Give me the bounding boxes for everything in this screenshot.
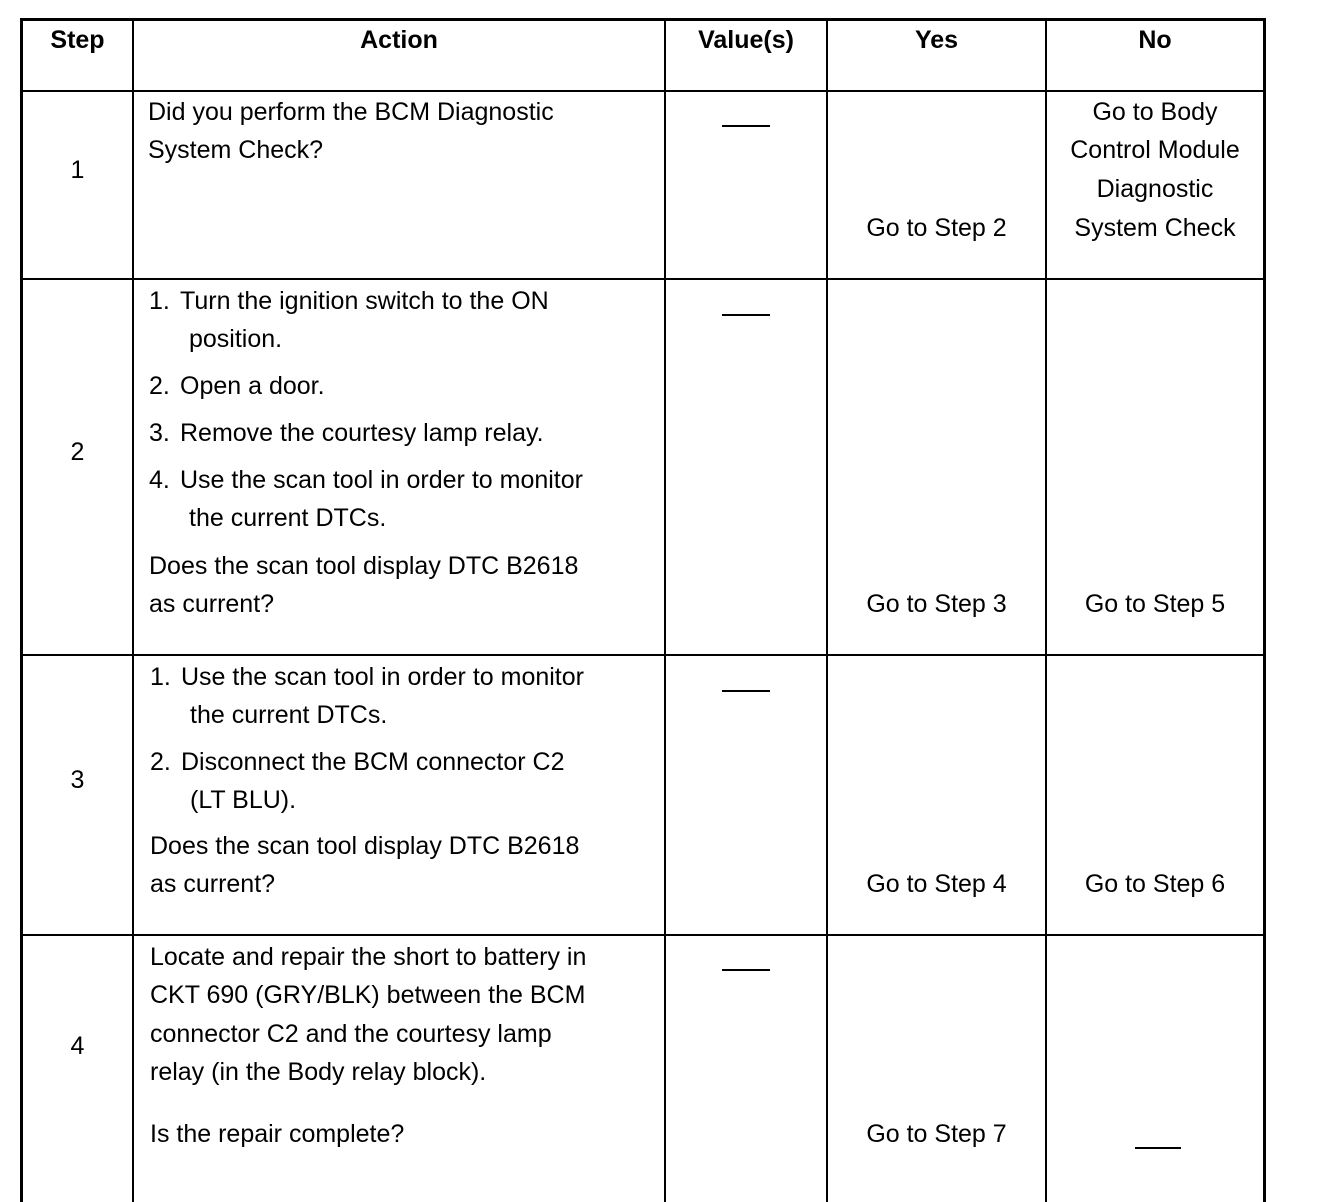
step-number: 4 <box>70 1032 85 1060</box>
item-number: 1. <box>149 287 170 315</box>
item-text: Disconnect the BCM connector C2 <box>181 748 565 776</box>
no-link[interactable]: Go to Step 5 <box>1084 590 1226 618</box>
no-link-line[interactable]: Control Module <box>1070 136 1240 164</box>
question-text: as current? <box>150 870 276 898</box>
no-link-line[interactable]: Go to Body <box>1092 98 1218 126</box>
item-number: 2. <box>150 748 171 776</box>
item-text: Remove the courtesy lamp relay. <box>180 419 544 447</box>
item-number: 2. <box>149 372 170 400</box>
question-text: Is the repair complete? <box>150 1120 405 1148</box>
yes-link[interactable]: Go to Step 2 <box>866 214 1007 242</box>
action-line: System Check? <box>148 136 324 164</box>
header-no: No <box>1138 26 1172 54</box>
item-text: the current DTCs. <box>190 701 388 729</box>
item-text: Turn the ignition switch to the ON <box>180 287 549 315</box>
no-link-line[interactable]: System Check <box>1074 214 1236 242</box>
item-text: Use the scan tool in order to monitor <box>180 466 583 494</box>
empty-no-dash <box>1135 1147 1181 1149</box>
action-line: Did you perform the BCM Diagnostic <box>148 98 554 126</box>
item-number: 4. <box>149 466 170 494</box>
yes-link[interactable]: Go to Step 7 <box>866 1120 1007 1148</box>
question-text: as current? <box>149 590 275 618</box>
no-link-line[interactable]: Diagnostic <box>1096 175 1214 203</box>
step-number: 1 <box>70 156 85 184</box>
item-text: Use the scan tool in order to monitor <box>181 663 584 691</box>
action-line: connector C2 and the courtesy lamp <box>150 1020 552 1048</box>
step-number: 3 <box>70 766 85 794</box>
no-link[interactable]: Go to Step 6 <box>1084 870 1226 898</box>
column-divider <box>132 18 134 1202</box>
column-divider <box>664 18 666 1202</box>
yes-link[interactable]: Go to Step 3 <box>866 590 1007 618</box>
item-text: Open a door. <box>180 372 325 400</box>
question-text: Does the scan tool display DTC B2618 <box>150 832 580 860</box>
step-number: 2 <box>70 438 85 466</box>
row-divider <box>20 90 1266 92</box>
action-line: Locate and repair the short to battery in <box>150 943 587 971</box>
yes-link[interactable]: Go to Step 4 <box>866 870 1007 898</box>
item-text: (LT BLU). <box>190 786 297 814</box>
header-action: Action <box>360 26 438 54</box>
action-line: relay (in the Body relay block). <box>150 1058 487 1086</box>
empty-value-dash <box>722 125 770 127</box>
item-text: the current DTCs. <box>189 504 387 532</box>
question-text: Does the scan tool display DTC B2618 <box>149 552 579 580</box>
header-yes: Yes <box>914 26 959 54</box>
header-step: Step <box>50 26 105 54</box>
empty-value-dash <box>722 314 770 316</box>
row-divider <box>20 934 1266 936</box>
empty-value-dash <box>722 690 770 692</box>
item-number: 3. <box>149 419 170 447</box>
item-text: position. <box>189 325 283 353</box>
item-number: 1. <box>150 663 171 691</box>
empty-value-dash <box>722 969 770 971</box>
header-values: Value(s) <box>698 26 794 54</box>
row-divider <box>20 654 1266 656</box>
action-line: CKT 690 (GRY/BLK) between the BCM <box>150 981 586 1009</box>
row-divider <box>20 278 1266 280</box>
